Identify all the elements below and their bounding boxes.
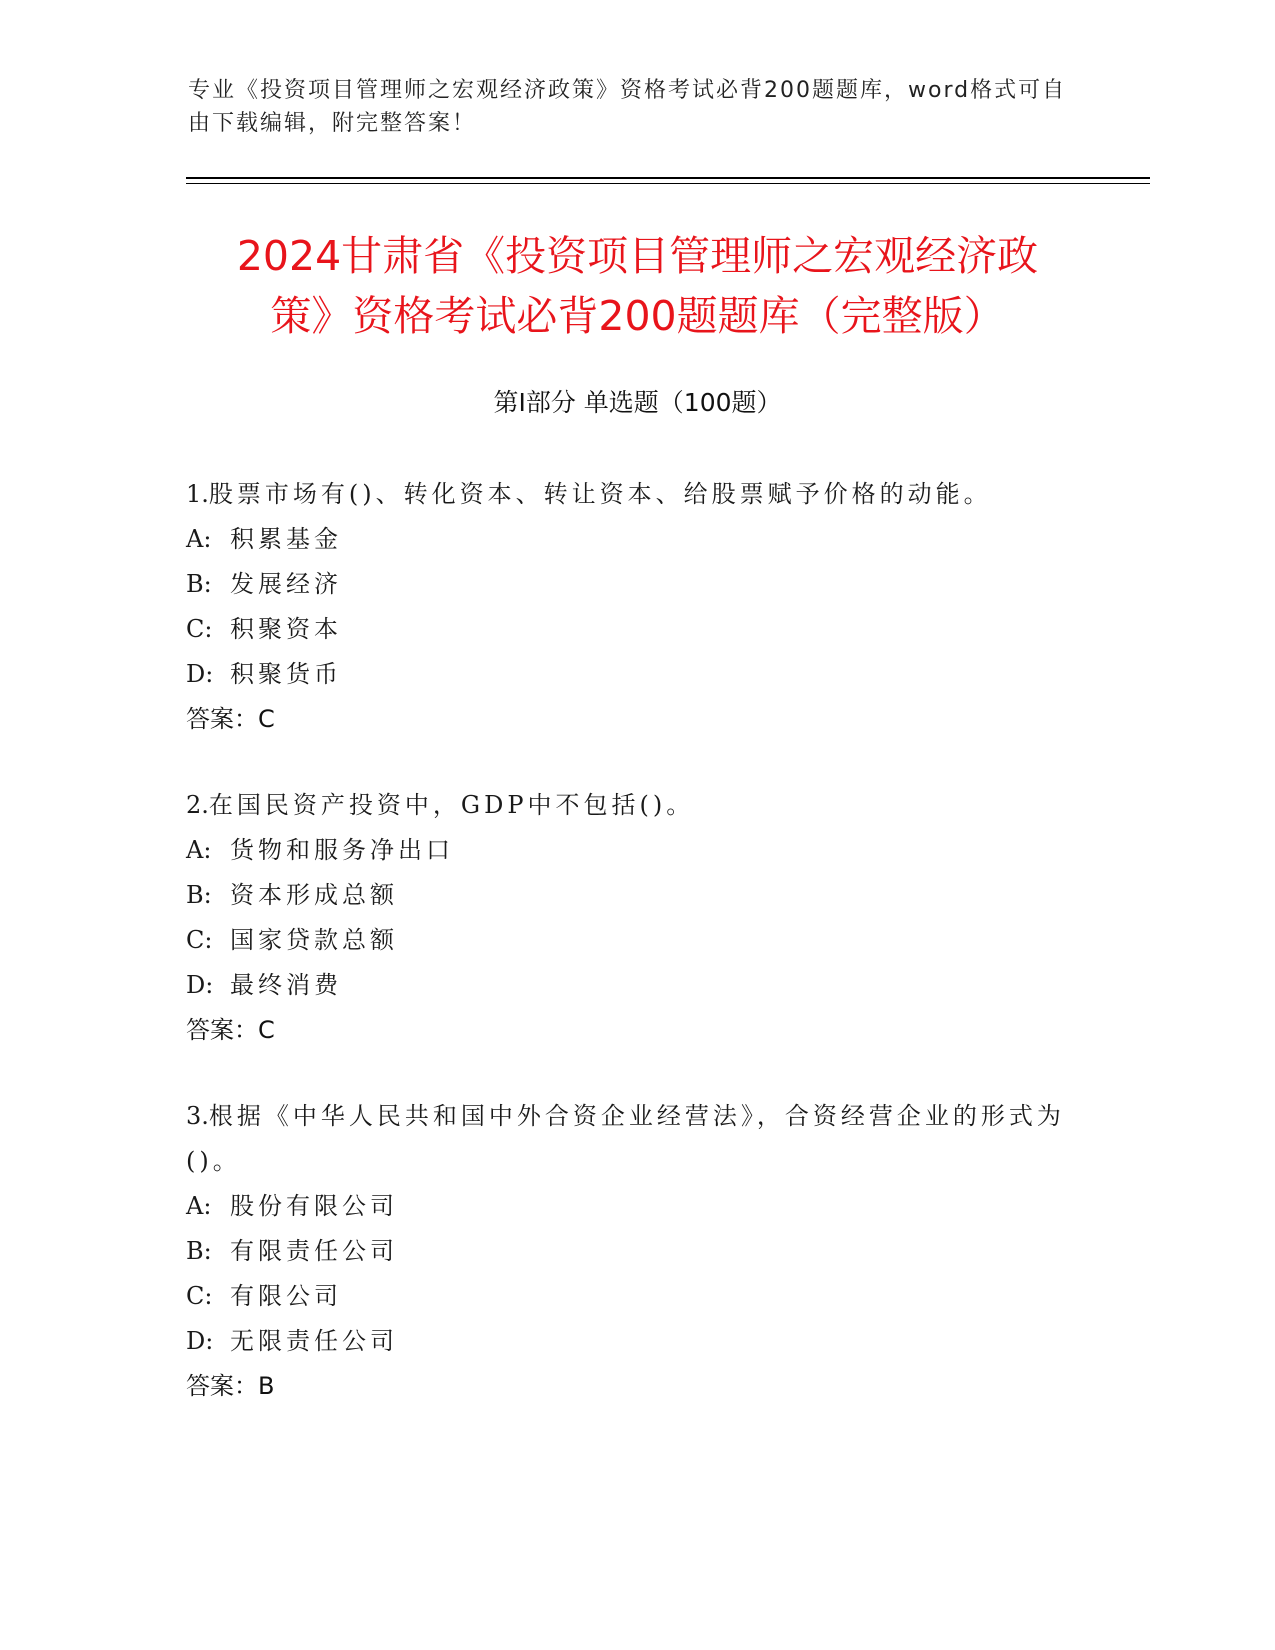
question-1 <box>186 472 1086 742</box>
option-text: 积聚货币 <box>230 660 342 688</box>
question-2 <box>186 783 1086 1053</box>
question-text: 在国民资产投资中，GDP中不包括()。 <box>208 791 695 819</box>
option-letter: B: <box>186 881 212 909</box>
header-note: 专业《投资项目管理师之宏观经济政策》资格考试必背200题题库，word格式可自由下载编辑，附完整答案！ <box>188 78 1067 136</box>
question-stem <box>186 472 1086 517</box>
answer: 答案：B <box>186 1372 275 1400</box>
option-text: 发展经济 <box>230 570 342 598</box>
option-letter: D: <box>186 660 214 688</box>
question-stem <box>186 783 1086 828</box>
option-text: 股份有限公司 <box>230 1192 398 1220</box>
option-letter: A: <box>186 1192 212 1220</box>
document-title-line-2: 策》资格考试必背200题题库（完整版） <box>270 292 1005 340</box>
header-rule-thick <box>186 177 1150 179</box>
option-d <box>186 1319 1086 1364</box>
question-list <box>186 472 1086 1450</box>
option-text: 最终消费 <box>230 971 342 999</box>
document-title <box>150 226 1125 346</box>
question-stem <box>186 1094 1086 1184</box>
question-3 <box>186 1094 1086 1409</box>
option-text: 无限责任公司 <box>230 1327 398 1355</box>
document-title-line-1: 2024甘肃省《投资项目管理师之宏观经济政 <box>236 232 1039 280</box>
option-b <box>186 562 1086 607</box>
option-text: 国家贷款总额 <box>230 926 398 954</box>
header-rule-thin <box>186 183 1150 184</box>
question-number: 3. <box>186 1102 209 1130</box>
answer: 答案：C <box>186 1016 275 1044</box>
option-letter: B: <box>186 570 212 598</box>
option-d <box>186 963 1086 1008</box>
option-letter: A: <box>186 525 212 553</box>
question-text: 股票市场有()、转化资本、转让资本、给股票赋予价格的动能。 <box>208 480 992 508</box>
answer: 答案：C <box>186 705 275 733</box>
option-text: 资本形成总额 <box>230 881 398 909</box>
option-letter: C: <box>186 615 213 643</box>
option-a <box>186 517 1086 562</box>
option-a <box>186 828 1086 873</box>
option-b <box>186 873 1086 918</box>
option-text: 有限责任公司 <box>230 1237 398 1265</box>
option-text: 有限公司 <box>230 1282 342 1310</box>
question-number: 2. <box>186 791 209 819</box>
option-c <box>186 607 1086 652</box>
option-text: 积累基金 <box>230 525 342 553</box>
option-letter: C: <box>186 926 213 954</box>
option-d <box>186 652 1086 697</box>
option-letter: D: <box>186 971 214 999</box>
option-text: 货物和服务净出口 <box>230 836 454 864</box>
section-heading: 第Ⅰ部分 单选题（100题） <box>493 388 782 417</box>
option-letter: A: <box>186 836 212 864</box>
option-letter: D: <box>186 1327 214 1355</box>
option-letter: C: <box>186 1282 213 1310</box>
option-b <box>186 1229 1086 1274</box>
option-a <box>186 1184 1086 1229</box>
question-number: 1. <box>186 480 209 508</box>
question-text: 根据《中华人民共和国中外合资企业经营法》，合资经营企业的形式为()。 <box>186 1102 1065 1175</box>
option-c <box>186 918 1086 963</box>
option-c <box>186 1274 1086 1319</box>
option-letter: B: <box>186 1237 212 1265</box>
option-text: 积聚资本 <box>230 615 342 643</box>
